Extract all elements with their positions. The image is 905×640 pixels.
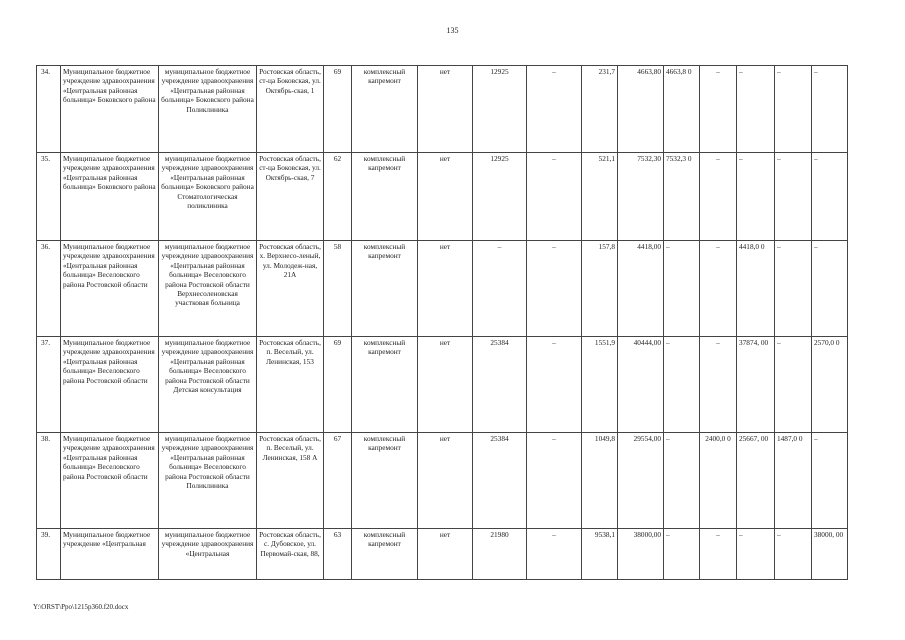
wear-percent-cell — [324, 529, 352, 580]
wear-percent-cell — [324, 153, 352, 241]
row-number-cell — [37, 153, 61, 241]
cost-indicator: 21980 — [490, 530, 509, 539]
area: 1049,8 — [594, 434, 615, 443]
row-number-cell — [37, 241, 61, 337]
organization-name-cell — [61, 241, 159, 337]
year-2-cost-cell — [700, 337, 737, 433]
area-cell — [582, 529, 618, 580]
organization-name: Муниципальное бюджетное учреждение здравоохранения «Центральная районная больница» Веселовского района Ростовской области — [63, 434, 155, 481]
row-number: 35. — [41, 154, 51, 163]
year-2-cost-cell — [700, 153, 737, 241]
design-cost: – — [552, 67, 556, 76]
table-row — [37, 153, 848, 241]
address: Ростовская область, с. Дубовское, ул. Первомай-ская, 88, — [259, 530, 321, 558]
year-5-cost-cell — [812, 433, 848, 529]
table-row — [37, 433, 848, 529]
heritage-flag: нет — [439, 338, 451, 347]
wear-percent-cell — [324, 241, 352, 337]
year-2-cost: – — [716, 530, 720, 539]
capital-repair-table — [36, 65, 848, 580]
cost-indicator-cell — [473, 153, 527, 241]
year-4-cost-cell — [775, 241, 812, 337]
address: Ростовская область, ст-ца Боковская, ул. Октябрь-ская, 7 — [259, 154, 321, 182]
address-cell — [257, 433, 324, 529]
address-cell — [257, 241, 324, 337]
address-cell — [257, 66, 324, 153]
table-row — [37, 241, 848, 337]
work-type-cell — [352, 529, 418, 580]
work-type: комплексный капремонт — [363, 338, 406, 357]
facility-name: муниципальное бюджетное учреждение здравоохранения «Центральная районная больница» Веселовского района Ростовской области Детская консультация — [161, 338, 254, 395]
year-3-cost-cell — [737, 337, 775, 433]
organization-name: Муниципальное бюджетное учреждение здравоохранения «Центральная районная больница» Боковского района — [63, 67, 156, 105]
address: Ростовская область, х. Верхнесо-леный, ул. Молодеж-ная, 21А — [259, 242, 321, 280]
row-number-cell — [37, 337, 61, 433]
facility-name-cell — [159, 433, 257, 529]
year-5-cost: – — [814, 154, 818, 163]
area: 1551,9 — [594, 338, 615, 347]
year-4-cost-cell — [775, 153, 812, 241]
facility-name-cell — [159, 153, 257, 241]
wear-percent-cell — [324, 433, 352, 529]
facility-name: муниципальное бюджетное учреждение здравоохранения «Центральная — [161, 530, 254, 558]
year-3-cost-cell — [737, 66, 775, 153]
design-cost: – — [552, 338, 556, 347]
year-5-cost: – — [814, 242, 818, 251]
heritage-flag-cell — [418, 66, 473, 153]
year-3-cost: 25667, 00 — [739, 434, 769, 443]
year-4-cost: – — [777, 154, 781, 163]
year-1-cost: 7532,3 0 — [666, 154, 692, 163]
page-number: 135 — [446, 26, 459, 35]
facility-name: муниципальное бюджетное учреждение здравоохранения «Центральная районная больница» Боковского района Стоматологическая поликлиника — [161, 154, 254, 211]
area-cell — [582, 433, 618, 529]
year-1-cost: – — [666, 434, 670, 443]
year-3-cost: – — [739, 67, 743, 76]
facility-name: муниципальное бюджетное учреждение здравоохранения «Центральная районная больница» Веселовского района Ростовской области Верхнесоленовская участковая больница — [161, 242, 254, 308]
year-4-cost-cell — [775, 337, 812, 433]
work-type-cell — [352, 433, 418, 529]
year-4-cost: – — [777, 242, 781, 251]
year-5-cost: – — [814, 67, 818, 76]
total-cost: 7532,30 — [637, 154, 661, 163]
address-cell — [257, 529, 324, 580]
cost-indicator-cell — [473, 66, 527, 153]
year-1-cost-cell — [664, 337, 700, 433]
total-cost-cell — [618, 433, 664, 529]
year-3-cost: 37874, 00 — [739, 338, 769, 347]
heritage-flag: нет — [439, 434, 451, 443]
cost-indicator: 25384 — [490, 338, 509, 347]
organization-name-cell — [61, 153, 159, 241]
wear-percent: 58 — [333, 242, 342, 251]
wear-percent-cell — [324, 66, 352, 153]
year-4-cost-cell — [775, 433, 812, 529]
wear-percent: 69 — [333, 67, 342, 76]
year-5-cost-cell — [812, 241, 848, 337]
work-type-cell — [352, 337, 418, 433]
facility-name: муниципальное бюджетное учреждение здравоохранения «Центральная районная больница» Боковского района Поликлиника — [161, 67, 254, 114]
facility-name-cell — [159, 241, 257, 337]
heritage-flag: нет — [439, 67, 451, 76]
table-row — [37, 337, 848, 433]
area: 157,8 — [598, 242, 615, 251]
wear-percent: 67 — [333, 434, 342, 443]
area: 521,1 — [598, 154, 615, 163]
year-1-cost: 4663,8 0 — [666, 67, 692, 76]
row-number: 36. — [41, 242, 51, 251]
work-type-cell — [352, 153, 418, 241]
year-5-cost-cell — [812, 529, 848, 580]
row-number: 39. — [41, 530, 51, 539]
address: Ростовская область, п. Веселый, ул. Ленинская, 158 А — [259, 434, 321, 462]
year-2-cost: 2400,0 0 — [705, 434, 731, 443]
area-cell — [582, 153, 618, 241]
footer-file-path: Y:\ORST\Ppo\1215p360.f20.docx — [33, 603, 129, 611]
row-number: 34. — [41, 67, 51, 76]
facility-name-cell — [159, 66, 257, 153]
row-number-cell — [37, 66, 61, 153]
heritage-flag: нет — [439, 242, 451, 251]
year-3-cost: 4418,0 0 — [739, 242, 765, 251]
row-number-cell — [37, 529, 61, 580]
table-row — [37, 66, 848, 153]
design-cost-cell — [527, 66, 582, 153]
year-5-cost-cell — [812, 66, 848, 153]
heritage-flag-cell — [418, 337, 473, 433]
year-3-cost-cell — [737, 241, 775, 337]
address-cell — [257, 153, 324, 241]
organization-name-cell — [61, 433, 159, 529]
total-cost: 38000,00 — [633, 530, 661, 539]
area-cell — [582, 66, 618, 153]
heritage-flag-cell — [418, 433, 473, 529]
year-3-cost-cell — [737, 153, 775, 241]
work-type: комплексный капремонт — [363, 242, 406, 261]
address: Ростовская область, п. Веселый, ул. Ленинская, 153 — [259, 338, 321, 366]
year-4-cost: – — [777, 67, 781, 76]
year-3-cost: – — [739, 530, 743, 539]
year-4-cost: – — [777, 530, 781, 539]
total-cost-cell — [618, 153, 664, 241]
organization-name: Муниципальное бюджетное учреждение здравоохранения «Центральная районная больница» Веселовского района Ростовской области — [63, 338, 155, 385]
year-2-cost: – — [716, 154, 720, 163]
year-4-cost-cell — [775, 529, 812, 580]
total-cost: 4663,80 — [637, 67, 661, 76]
row-number: 37. — [41, 338, 51, 347]
year-2-cost-cell — [700, 241, 737, 337]
heritage-flag-cell — [418, 241, 473, 337]
organization-name: Муниципальное бюджетное учреждение здравоохранения «Центральная районная больница» Боковского района — [63, 154, 156, 192]
total-cost-cell — [618, 529, 664, 580]
year-1-cost-cell — [664, 241, 700, 337]
design-cost-cell — [527, 241, 582, 337]
design-cost-cell — [527, 529, 582, 580]
year-2-cost-cell — [700, 433, 737, 529]
year-2-cost-cell — [700, 66, 737, 153]
year-4-cost: – — [777, 338, 781, 347]
area-cell — [582, 337, 618, 433]
work-type-cell — [352, 241, 418, 337]
year-1-cost: – — [666, 530, 670, 539]
year-2-cost: – — [716, 338, 720, 347]
cost-indicator-cell — [473, 433, 527, 529]
year-5-cost: – — [814, 434, 818, 443]
year-5-cost: 38000, 00 — [814, 530, 844, 539]
design-cost-cell — [527, 433, 582, 529]
total-cost-cell — [618, 337, 664, 433]
heritage-flag-cell — [418, 153, 473, 241]
area: 9538,1 — [594, 530, 615, 539]
year-1-cost: – — [666, 242, 670, 251]
cost-indicator-cell — [473, 241, 527, 337]
work-type: комплексный капремонт — [363, 154, 406, 173]
work-type: комплексный капремонт — [363, 67, 406, 86]
year-1-cost: – — [666, 338, 670, 347]
design-cost: – — [552, 154, 556, 163]
wear-percent-cell — [324, 337, 352, 433]
year-5-cost: 2570,0 0 — [814, 338, 840, 347]
total-cost: 29554,00 — [633, 434, 661, 443]
year-1-cost-cell — [664, 529, 700, 580]
address: Ростовская область, ст-ца Боковская, ул. Октябрь-ская, 1 — [259, 67, 321, 95]
work-type-cell — [352, 66, 418, 153]
row-number: 38. — [41, 434, 51, 443]
heritage-flag: нет — [439, 530, 451, 539]
cost-indicator: 25384 — [490, 434, 509, 443]
year-2-cost: – — [716, 242, 720, 251]
organization-name-cell — [61, 337, 159, 433]
area-cell — [582, 241, 618, 337]
wear-percent: 69 — [333, 338, 342, 347]
wear-percent: 63 — [333, 530, 342, 539]
year-4-cost: 1487,0 0 — [777, 434, 803, 443]
year-3-cost-cell — [737, 433, 775, 529]
organization-name: Муниципальное бюджетное учреждение здравоохранения «Центральная районная больница» Веселовского района Ростовской области — [63, 242, 155, 289]
work-type: комплексный капремонт — [363, 434, 406, 453]
table-row — [37, 529, 848, 580]
total-cost-cell — [618, 66, 664, 153]
year-1-cost-cell — [664, 433, 700, 529]
cost-indicator: 12925 — [490, 67, 509, 76]
total-cost-cell — [618, 241, 664, 337]
total-cost: 40444,00 — [633, 338, 661, 347]
year-3-cost: – — [739, 154, 743, 163]
wear-percent: 62 — [333, 154, 342, 163]
design-cost: – — [552, 434, 556, 443]
organization-name-cell — [61, 66, 159, 153]
year-5-cost-cell — [812, 337, 848, 433]
organization-name: Муниципальное бюджетное учреждение «Центральная — [63, 530, 151, 549]
address-cell — [257, 337, 324, 433]
area: 231,7 — [598, 67, 615, 76]
design-cost: – — [552, 242, 556, 251]
cost-indicator-cell — [473, 529, 527, 580]
work-type: комплексный капремонт — [363, 530, 406, 549]
heritage-flag-cell — [418, 529, 473, 580]
heritage-flag: нет — [439, 154, 451, 163]
cost-indicator: 12925 — [490, 154, 509, 163]
facility-name-cell — [159, 529, 257, 580]
year-5-cost-cell — [812, 153, 848, 241]
year-2-cost: – — [716, 67, 720, 76]
total-cost: 4418,00 — [637, 242, 661, 251]
year-4-cost-cell — [775, 66, 812, 153]
year-2-cost-cell — [700, 529, 737, 580]
facility-name-cell — [159, 337, 257, 433]
year-3-cost-cell — [737, 529, 775, 580]
design-cost-cell — [527, 337, 582, 433]
year-1-cost-cell — [664, 153, 700, 241]
organization-name-cell — [61, 529, 159, 580]
year-1-cost-cell — [664, 66, 700, 153]
design-cost-cell — [527, 153, 582, 241]
cost-indicator: – — [497, 242, 502, 251]
facility-name: муниципальное бюджетное учреждение здравоохранения «Центральная районная больница» Веселовского района Ростовской области Поликлиника — [161, 434, 254, 491]
row-number-cell — [37, 433, 61, 529]
design-cost: – — [552, 530, 556, 539]
cost-indicator-cell — [473, 337, 527, 433]
